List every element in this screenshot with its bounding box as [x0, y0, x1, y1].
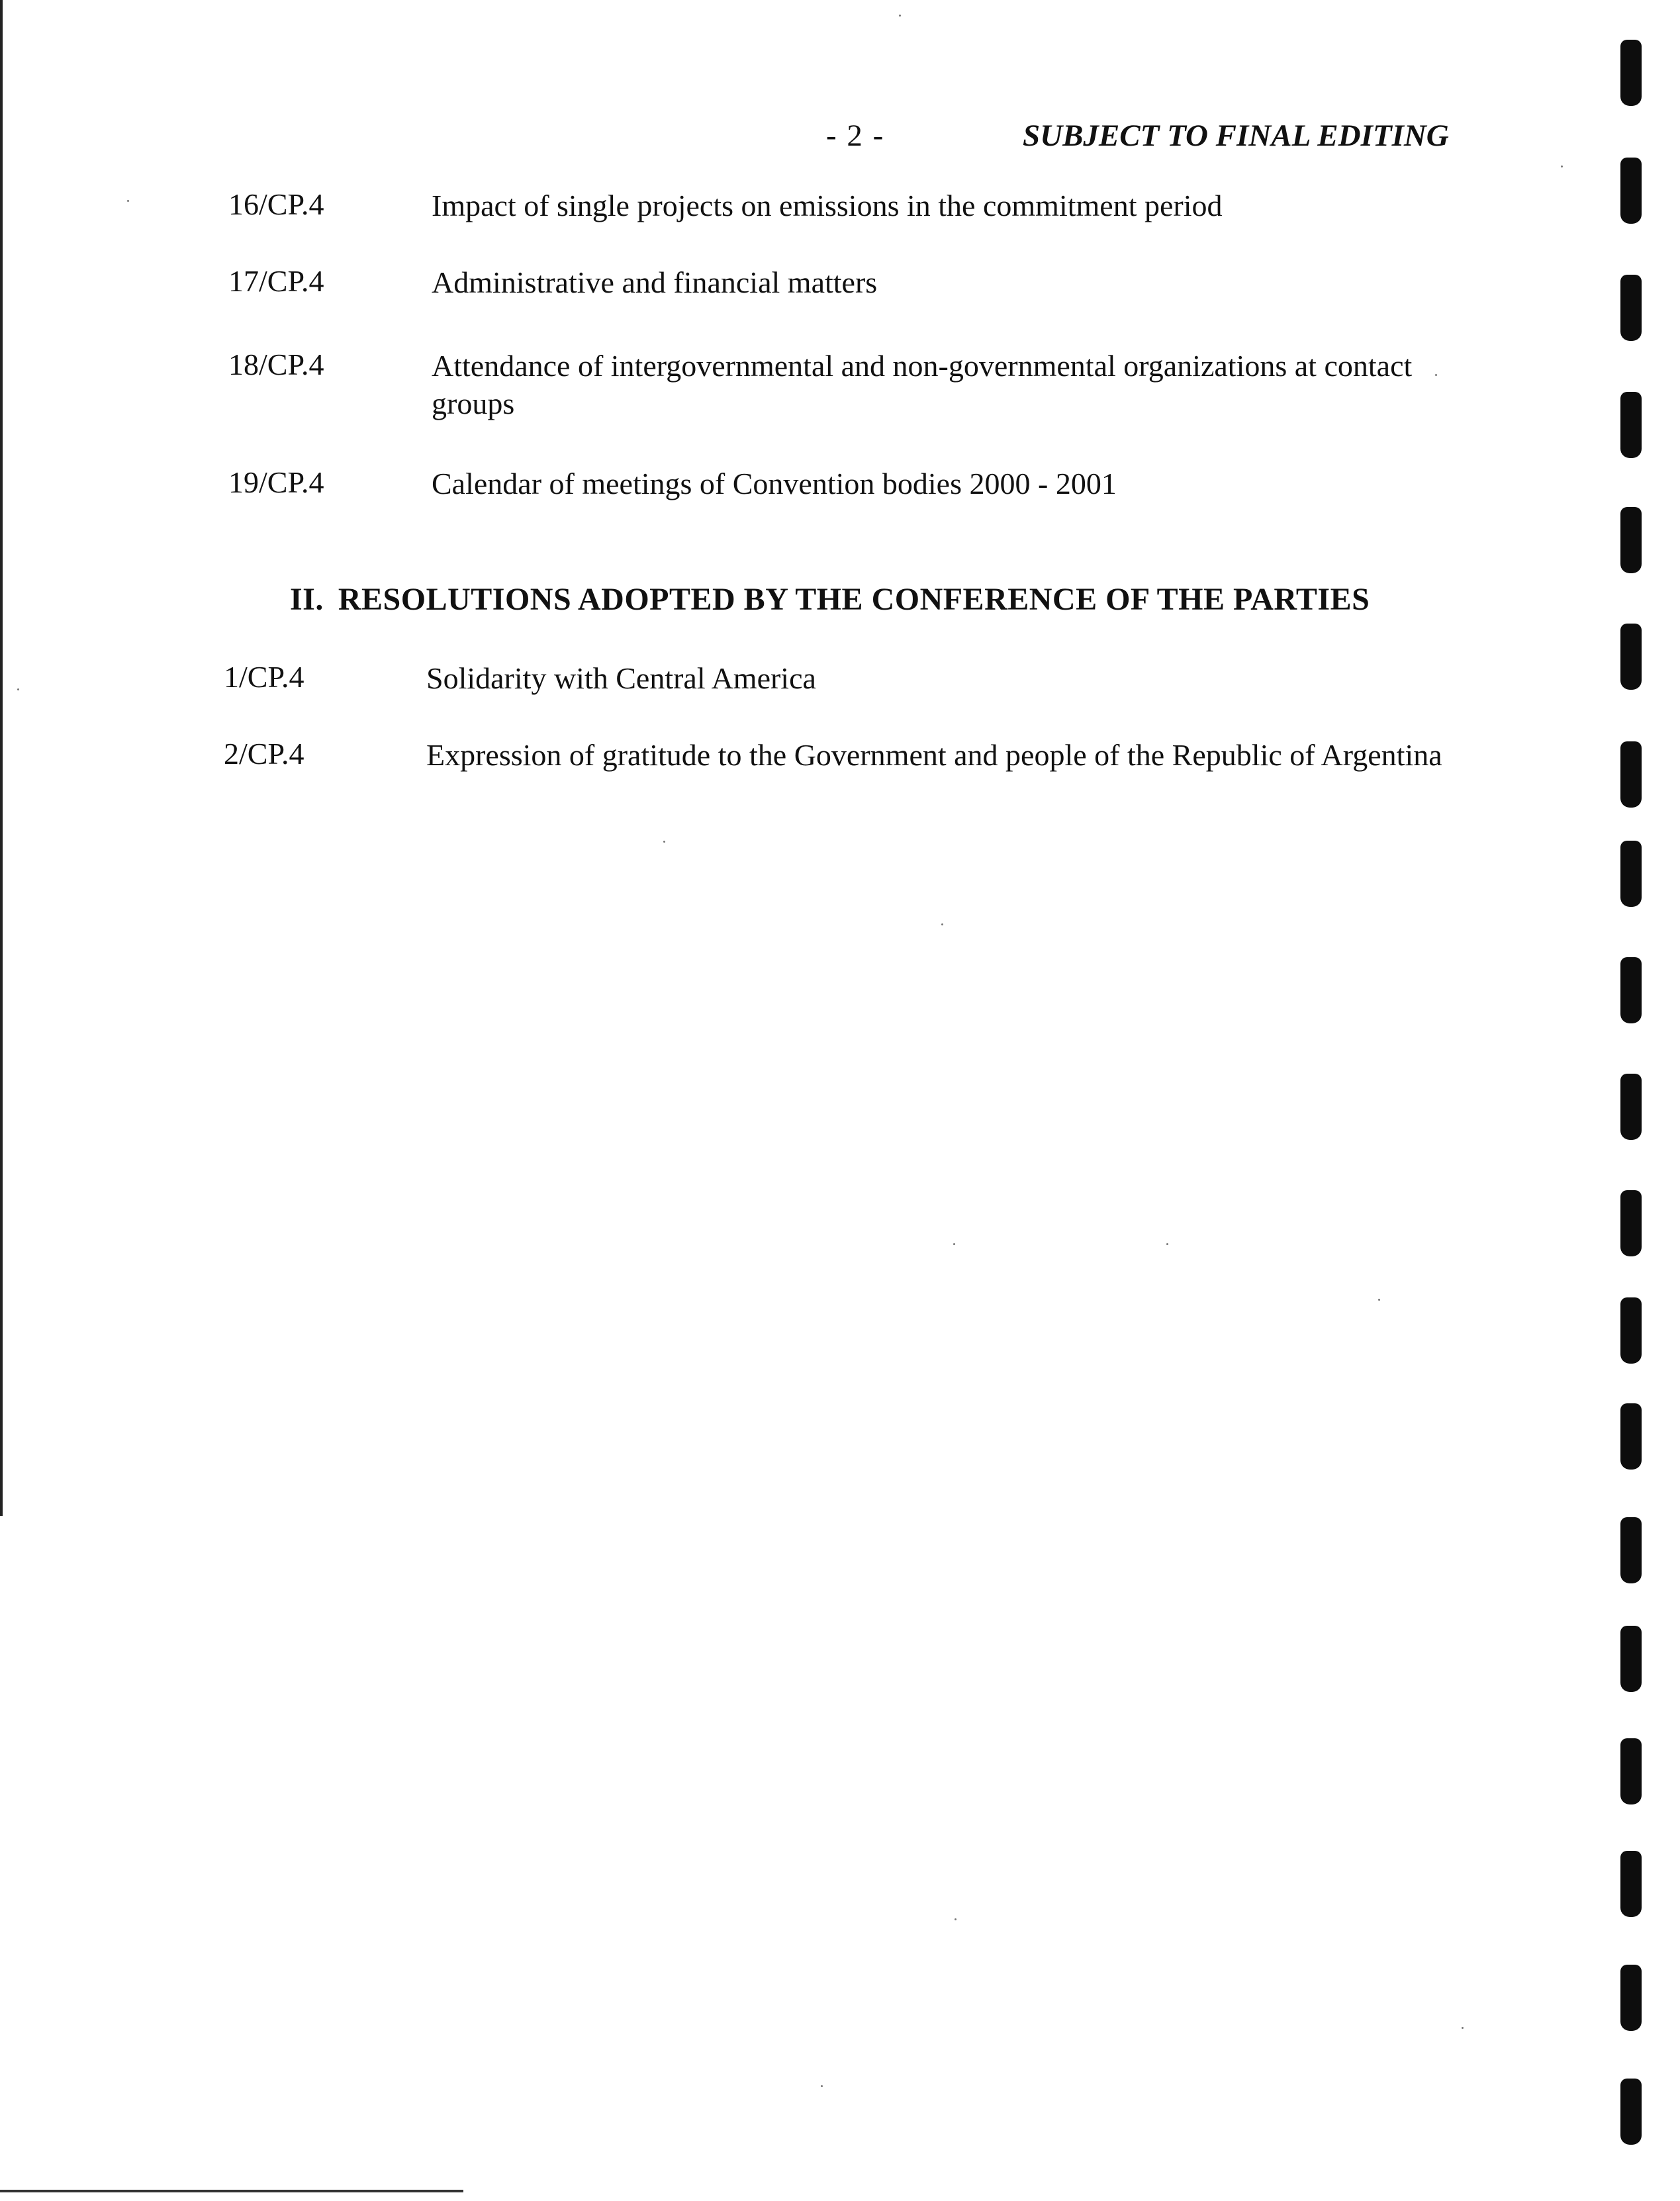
- scan-speck: [1166, 1243, 1168, 1245]
- binder-mark: [1620, 392, 1642, 458]
- scan-speck: [821, 2085, 823, 2087]
- section-heading: [290, 581, 1370, 618]
- binder-mark: [1620, 507, 1642, 573]
- binder-mark: [1620, 1517, 1642, 1583]
- scan-speck: [953, 1243, 955, 1245]
- decision-title: Attendance of intergovernmental and non-governmental organizations at contact groups: [432, 349, 1413, 420]
- binder-mark: [1620, 1403, 1642, 1470]
- scan-speck: [127, 200, 129, 202]
- decision-title: Administrative and financial matters: [432, 265, 878, 299]
- resolution-title: Expression of gratitude to the Government and people of the Republic of Argentina: [426, 738, 1442, 772]
- binder-mark: [1620, 624, 1642, 690]
- page-number: - 2 -: [826, 118, 885, 153]
- binder-mark: [1620, 275, 1642, 341]
- resolution-code: 2/CP.4: [224, 737, 304, 771]
- scan-speck: [17, 688, 19, 690]
- binder-mark: [1620, 1851, 1642, 1917]
- draft-notice: SUBJECT TO FINAL EDITING: [1023, 118, 1449, 153]
- resolution-code: 1/CP.4: [224, 660, 304, 694]
- section-numeral: II.: [290, 582, 324, 617]
- scan-speck: [1378, 1299, 1380, 1301]
- decision-title: Calendar of meetings of Convention bodies 2000 - 2001: [432, 467, 1117, 500]
- resolution-title: Solidarity with Central America: [426, 661, 816, 695]
- scan-speck: [899, 15, 901, 17]
- binder-mark: [1620, 841, 1642, 907]
- decision-code: 17/CP.4: [228, 264, 324, 298]
- scan-speck: [1462, 2027, 1464, 2029]
- decision-code: 19/CP.4: [228, 465, 324, 499]
- binder-punch-marks: [1615, 40, 1648, 2198]
- binder-mark: [1620, 1074, 1642, 1140]
- scan-left-edge: [0, 0, 3, 1516]
- binder-mark: [1620, 1626, 1642, 1692]
- scan-speck: [1561, 165, 1563, 167]
- scan-bottom-edge: [0, 2190, 463, 2192]
- scan-speck: [663, 841, 665, 843]
- decision-title: Impact of single projects on emissions in the commitment period: [432, 189, 1223, 222]
- binder-mark: [1620, 158, 1642, 224]
- decision-code: 16/CP.4: [228, 187, 324, 221]
- binder-mark: [1620, 2079, 1642, 2145]
- section-title: RESOLUTIONS ADOPTED BY THE CONFERENCE OF THE PARTIES: [338, 582, 1370, 617]
- scan-speck: [955, 1918, 957, 1920]
- decision-code: 18/CP.4: [228, 348, 324, 381]
- binder-mark: [1620, 1190, 1642, 1256]
- binder-mark: [1620, 741, 1642, 808]
- binder-mark: [1620, 1738, 1642, 1804]
- scan-speck: [941, 923, 943, 925]
- binder-mark: [1620, 957, 1642, 1023]
- binder-mark: [1620, 40, 1642, 106]
- binder-mark: [1620, 1965, 1642, 2031]
- binder-mark: [1620, 1297, 1642, 1364]
